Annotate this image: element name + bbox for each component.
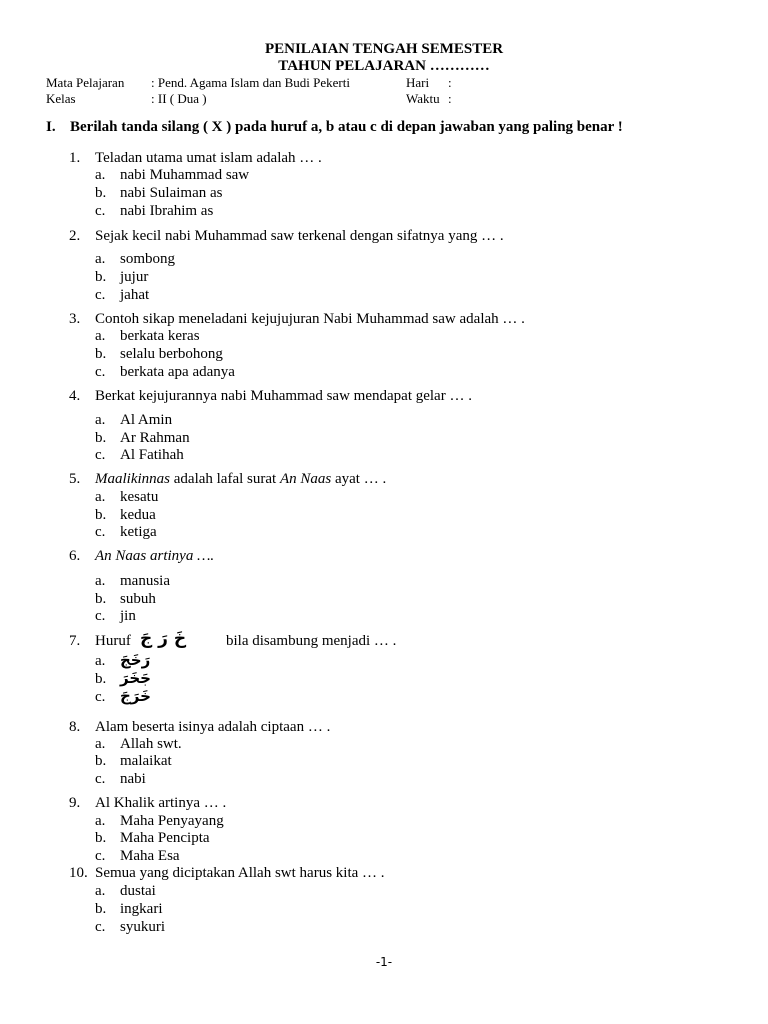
time-label: Waktu [406, 91, 440, 106]
question-text: Alam beserta isinya adalah ciptaan … . [95, 719, 331, 735]
question-number: 7. [69, 633, 81, 649]
option-7c [95, 687, 151, 706]
class-label: Kelas [46, 91, 76, 106]
option-text: Al Fatihah [120, 447, 184, 463]
question-text-suffix: bila disambung menjadi … . [226, 633, 397, 649]
question-7 [69, 632, 131, 650]
option-text: ketiga [120, 524, 157, 540]
option-text: Maha Esa [120, 848, 180, 864]
question-text: Semua yang diciptakan Allah swt harus kita … . [95, 865, 385, 881]
option-3a [95, 327, 200, 345]
school-year: TAHUN PELAJARAN ………… [278, 58, 490, 74]
option-letter: c. [95, 287, 106, 303]
option-text: berkata apa adanya [120, 364, 235, 380]
day-value: : [448, 75, 452, 90]
option-arabic: رَخَجَ [120, 651, 151, 669]
option-6b [95, 590, 156, 608]
option-8b [95, 752, 172, 770]
question-1 [69, 149, 322, 167]
option-text: ingkari [120, 901, 163, 917]
option-text: Maha Penyayang [120, 813, 224, 829]
option-letter: a. [95, 489, 106, 505]
option-text: jahat [120, 287, 150, 303]
question-text: Berkat kejujurannya nabi Muhammad saw mendapat gelar … . [95, 388, 472, 404]
option-letter: a. [95, 251, 106, 267]
option-letter: a. [95, 883, 106, 899]
option-letter: a. [95, 653, 106, 669]
question-3 [69, 310, 525, 328]
option-text: jin [120, 608, 136, 624]
question-number: 1. [69, 150, 81, 166]
option-text: berkata keras [120, 328, 200, 344]
option-10b [95, 900, 163, 918]
option-letter: a. [95, 736, 106, 752]
option-3c [95, 363, 235, 381]
option-letter: b. [95, 346, 107, 362]
question-text: adalah lafal surat [170, 471, 280, 487]
question-5 [69, 470, 386, 488]
option-letter: c. [95, 364, 106, 380]
option-9c [95, 847, 180, 865]
option-8c [95, 770, 146, 788]
option-5c [95, 523, 157, 541]
option-letter: c. [95, 524, 106, 540]
question-4 [69, 387, 472, 405]
option-letter: b. [95, 507, 107, 523]
question-text: An Naas artinya …. [95, 548, 215, 564]
day-label: Hari [406, 75, 430, 90]
option-1c [95, 202, 213, 220]
option-text: Maha Pencipta [120, 830, 210, 846]
question-8 [69, 718, 330, 736]
option-5a [95, 488, 158, 506]
option-text: syukuri [120, 919, 165, 935]
option-2b [95, 268, 148, 286]
option-letter: b. [95, 430, 107, 446]
option-text: Al Amin [120, 412, 173, 428]
option-7a [95, 651, 150, 670]
option-text: Ar Rahman [120, 430, 190, 446]
arabic-letters: خَ رَ جَ [140, 629, 187, 649]
question-italic-term: Maalikinnas [95, 471, 170, 487]
option-letter: c. [95, 919, 106, 935]
option-letter: c. [95, 689, 106, 705]
question-9 [69, 794, 226, 812]
option-text: subuh [120, 591, 156, 607]
option-letter: a. [95, 412, 106, 428]
option-1a [95, 166, 249, 184]
question-number: 9. [69, 795, 81, 811]
question-text: Sejak kecil nabi Muhammad saw terkenal dengan sifatnya yang … . [95, 228, 504, 244]
option-letter: a. [95, 813, 106, 829]
time-value: : [448, 91, 452, 106]
question-text: Teladan utama umat islam adalah … . [95, 150, 322, 166]
option-text: sombong [120, 251, 176, 267]
question-text: Contoh sikap meneladani kejujujuran Nabi Muhammad saw adalah … . [95, 311, 525, 327]
option-3b [95, 345, 223, 363]
option-letter: b. [95, 591, 107, 607]
question-text-prefix: Huruf [95, 633, 131, 649]
section-number: I. [46, 119, 56, 135]
option-letter: c. [95, 848, 106, 864]
option-5b [95, 506, 156, 524]
option-letter: b. [95, 269, 107, 285]
instruction-text: Berilah tanda silang ( X ) pada huruf a, b atau c di depan jawaban yang paling benar ! [70, 119, 623, 135]
option-letter: c. [95, 771, 106, 787]
option-10c [95, 918, 165, 936]
class-value: : II ( Dua ) [151, 91, 207, 106]
option-text: kesatu [120, 489, 159, 505]
option-letter: c. [95, 447, 106, 463]
option-2c [95, 286, 149, 304]
question-number: 5. [69, 471, 81, 487]
option-6c [95, 607, 136, 625]
option-letter: a. [95, 573, 106, 589]
section-instruction [46, 118, 623, 136]
option-letter: a. [95, 167, 106, 183]
option-6a [95, 572, 170, 590]
question-number: 3. [69, 311, 81, 327]
option-text: nabi Ibrahim as [120, 203, 214, 219]
question-text-end: ayat … . [331, 471, 387, 487]
exam-title: PENILAIAN TENGAH SEMESTER [264, 41, 504, 57]
option-text: nabi Sulaiman as [120, 185, 223, 201]
option-4a [95, 411, 172, 429]
option-letter: b. [95, 901, 107, 917]
question-text: Al Khalik artinya … . [95, 795, 227, 811]
option-4b [95, 429, 190, 447]
option-text: nabi Muhammad saw [120, 167, 250, 183]
subject-label: Mata Pelajaran [46, 75, 125, 90]
option-text: kedua [120, 507, 156, 523]
option-9b [95, 829, 210, 847]
question-10 [69, 864, 385, 882]
question-number: 4. [69, 388, 81, 404]
question-number: 2. [69, 228, 81, 244]
option-text: Allah swt. [120, 736, 182, 752]
option-letter: b. [95, 185, 107, 201]
option-text: manusia [120, 573, 170, 589]
option-letter: b. [95, 671, 107, 687]
option-8a [95, 735, 182, 753]
option-arabic: جَخَرَ [120, 669, 151, 687]
option-letter: b. [95, 753, 107, 769]
question-2 [69, 227, 504, 245]
option-4c [95, 446, 184, 464]
option-text: jujur [120, 269, 149, 285]
page-number: -1- [375, 955, 393, 969]
option-text: dustai [120, 883, 156, 899]
option-letter: c. [95, 203, 106, 219]
question-number: 6. [69, 548, 81, 564]
subject-value: : Pend. Agama Islam dan Budi Pekerti [151, 75, 350, 90]
option-text: selalu berbohong [120, 346, 223, 362]
question-6 [69, 547, 214, 565]
option-letter: c. [95, 608, 106, 624]
option-1b [95, 184, 222, 202]
surah-name: An Naas [279, 471, 332, 487]
question-number: 8. [69, 719, 81, 735]
option-7b [95, 669, 151, 688]
option-letter: b. [95, 830, 107, 846]
option-letter: a. [95, 328, 106, 344]
option-text: malaikat [120, 753, 172, 769]
option-10a [95, 882, 156, 900]
option-arabic: خَرَجَ [120, 687, 151, 705]
option-text: nabi [120, 771, 146, 787]
question-number: 10. [69, 865, 88, 881]
option-9a [95, 812, 224, 830]
option-2a [95, 250, 175, 268]
